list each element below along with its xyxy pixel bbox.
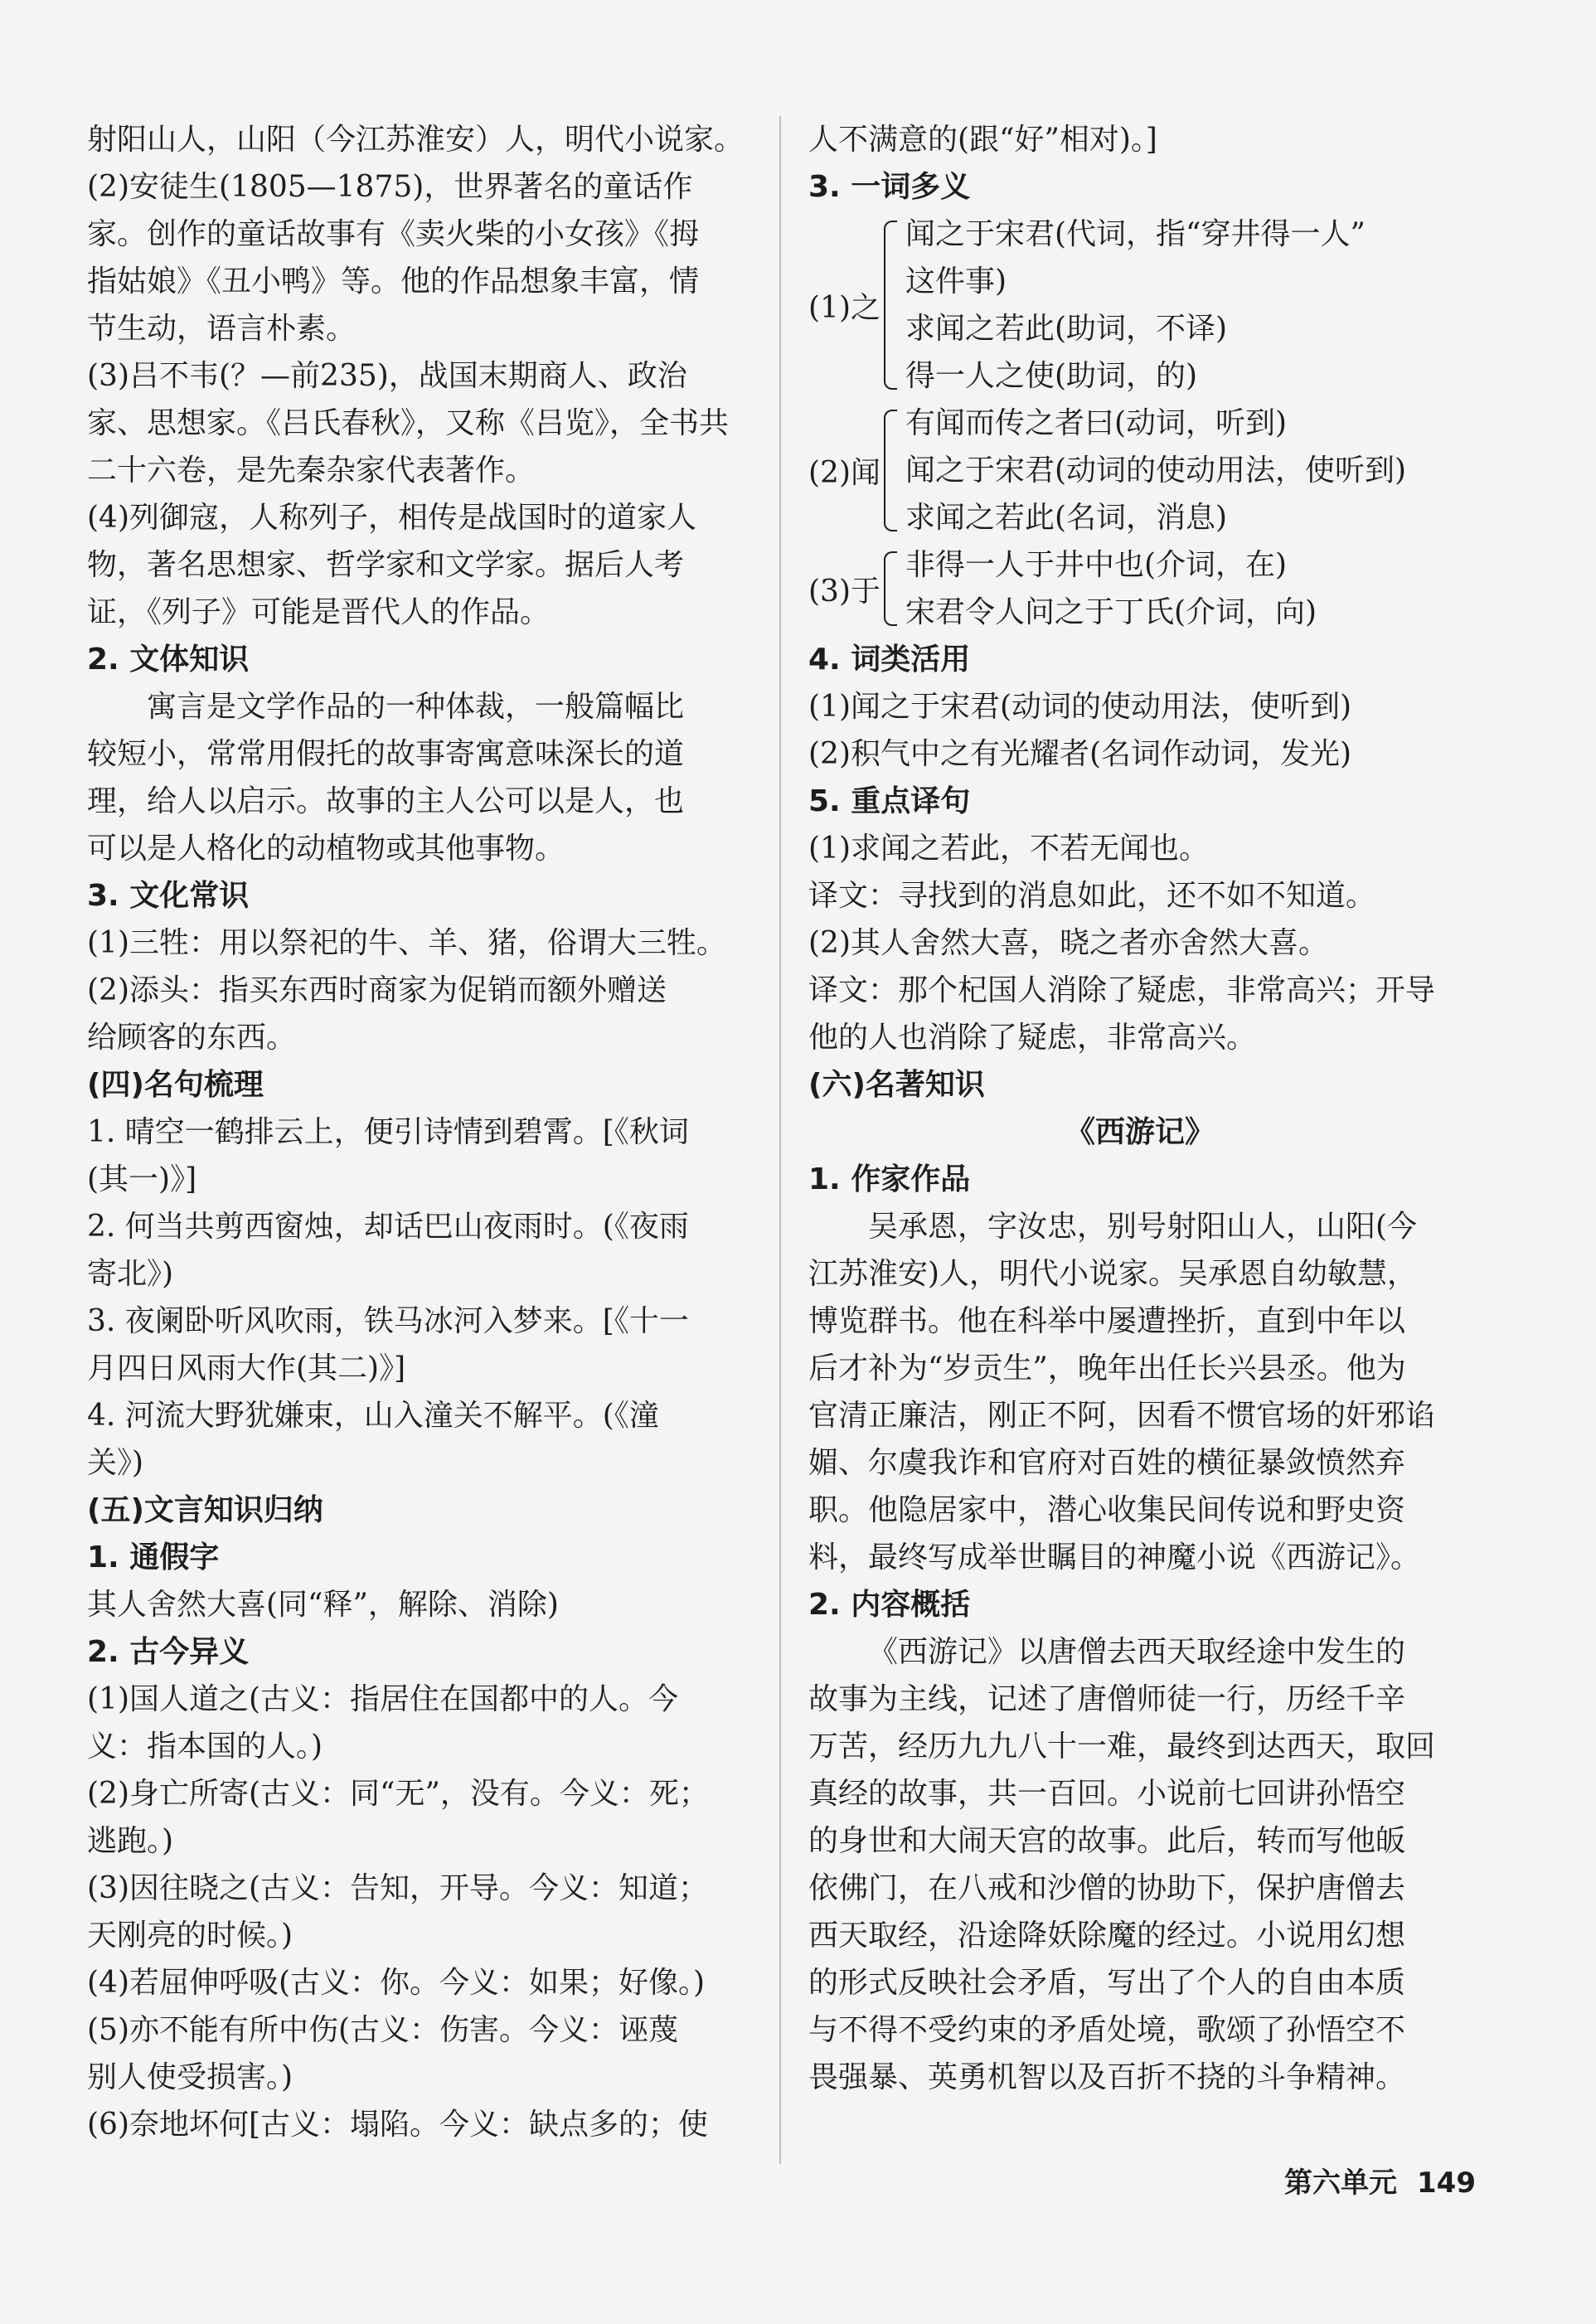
section-heading: (六)名著知识: [808, 1068, 985, 1102]
text-line: 官清正廉洁，刚正不阿，因看不惯官场的奸邪谄: [808, 1399, 1436, 1433]
text-line: 博览群书。他在科举中屡遭挫折，直到中年以: [808, 1304, 1406, 1338]
text-line: 后才补为“岁贡生”，晚年出任长兴县丞。他为: [808, 1351, 1406, 1385]
text-line: 别人使受损害。): [87, 2060, 293, 2094]
text-line: 料，最终写成举世瞩目的神魔小说《西游记》。: [808, 1540, 1421, 1574]
text-line: 万苦，经历九九八十一难，最终到达西天，取回: [808, 1730, 1436, 1764]
section-heading: 1. 通假字: [87, 1540, 220, 1574]
text-line: 畏强暴、英勇机智以及百折不挠的斗争精神。: [808, 2060, 1406, 2094]
polysemy-group-yu: [808, 541, 1472, 636]
group-label: (1)之: [808, 290, 880, 325]
polysemy-group-wen: [808, 400, 1472, 541]
text-line: 二十六卷，是先秦杂家代表著作。: [87, 454, 536, 488]
text-line: (4)若屈伸呼吸(古义：你。今义：如果；好像。): [87, 1966, 706, 2000]
text-line: 天刚亮的时候。): [87, 1919, 293, 1953]
page-footer: [1284, 2160, 1476, 2200]
text-line: 节生动，语言朴素。: [87, 312, 357, 346]
text-line: 物，著名思想家、哲学家和文学家。据后人考: [87, 548, 685, 582]
text-line: 人不满意的(跟“好”相对)。]: [808, 123, 1157, 157]
text-line: (6)奈地坏何[古义：塌陷。今义：缺点多的；使: [87, 2108, 709, 2142]
section-heading: 3. 文化常识: [87, 879, 250, 913]
group-label: (3)于: [808, 574, 880, 609]
text-line: 依佛门，在八戒和沙僧的协助下，保护唐僧去: [808, 1871, 1406, 1905]
text-line: 求闻之若此(名词，消息): [905, 501, 1228, 535]
text-line: (3)因往晓之(古义：告知，开导。今义：知道；: [87, 1871, 709, 1905]
section-heading: 1. 作家作品: [808, 1162, 971, 1196]
text-line: (1)求闻之若此，不若无闻也。: [808, 832, 1209, 866]
section-heading: (四)名句梳理: [87, 1068, 264, 1102]
text-line: 的形式反映社会矛盾，写出了个人的自由本质: [808, 1966, 1406, 2000]
text-line: 真经的故事，共一百回。小说前七回讲孙悟空: [808, 1777, 1406, 1811]
text-line: (2)其人舍然大喜，晓之者亦舍然大喜。: [808, 926, 1328, 960]
polysemy-group-zhi: [808, 211, 1472, 400]
text-line: (2)添头：指买东西时商家为促销而额外赠送: [87, 973, 667, 1007]
text-line: 这件事): [905, 264, 1007, 298]
text-line: 家、思想家。《吕氏春秋》，又称《吕览》，全书共: [87, 406, 730, 440]
text-line: 媚、尔虞我诈和官府对百姓的横征暴敛愤然弃: [808, 1446, 1406, 1480]
text-line: 宋君令人问之于丁氏(介词，向): [905, 595, 1317, 629]
text-line: 《西游记》以唐僧去西天取经途中发生的: [868, 1635, 1406, 1669]
text-line: 闻之于宋君(代词，指“穿井得一人”: [905, 217, 1366, 251]
brace-icon: [884, 551, 897, 626]
text-line: 证，《列子》可能是晋代人的作品。: [87, 595, 551, 629]
text-line: 寓言是文学作品的一种体裁，一般篇幅比: [147, 690, 685, 724]
section-heading: 3. 一词多义: [808, 170, 971, 204]
text-line: (1)三牲：用以祭祀的牛、羊、猪，俗谓大三牲。: [87, 926, 726, 960]
text-line: 有闻而传之者曰(动词，听到): [905, 406, 1288, 440]
section-heading: (五)文言知识归纳: [87, 1493, 323, 1527]
brace-icon: [884, 221, 897, 390]
text-line: (3)吕不韦(？—前235)，战国末期商人、政治: [87, 359, 687, 393]
text-line: 非得一人于井中也(介词，在): [905, 548, 1288, 582]
text-line: (1)国人道之(古义：指居住在国都中的人。今: [87, 1682, 679, 1716]
left-column: [87, 116, 750, 2148]
text-line: 较短小，常常用假托的故事寄寓意味深长的道: [87, 737, 685, 771]
unit-label: 第六单元: [1284, 2166, 1398, 2200]
text-line: (其一)》]: [87, 1162, 197, 1196]
text-line: 月四日风雨大作(其二)》]: [87, 1351, 406, 1385]
section-heading: 4. 词类活用: [808, 643, 971, 677]
translation-line: 译文：那个杞国人消除了疑虑，非常高兴；开导: [808, 973, 1436, 1007]
text-line: 逃跑。): [87, 1824, 174, 1858]
text-line: 其人舍然大喜(同“释”，解除、消除): [87, 1588, 559, 1622]
text-line: 故事为主线，记述了唐僧师徒一行，历经千辛: [808, 1682, 1406, 1716]
text-line: 吴承恩，字汝忠，别号射阳山人，山阳(今: [868, 1210, 1418, 1244]
brace-icon: [884, 410, 897, 531]
text-line: 的身世和大闹天宫的故事。此后，转而写他皈: [808, 1824, 1406, 1858]
text-line: 家。创作的童话故事有《卖火柴的小女孩》《拇: [87, 217, 700, 251]
section-heading: 2. 文体知识: [87, 643, 250, 677]
section-heading: 2. 古今异义: [87, 1635, 250, 1669]
text-line: 闻之于宋君(动词的使动用法，使听到): [905, 454, 1407, 488]
group-items: [905, 541, 1472, 636]
text-line: 2. 何当共剪西窗烛，却话巴山夜雨时。(《夜雨: [87, 1210, 689, 1244]
translation-line: 他的人也消除了疑虑，非常高兴。: [808, 1021, 1257, 1055]
text-line: 指姑娘》《丑小鸭》等。他的作品想象丰富，情: [87, 264, 700, 298]
text-line: 西天取经，沿途降妖除魔的经过。小说用幻想: [808, 1919, 1406, 1953]
text-line: 江苏淮安)人，明代小说家。吴承恩自幼敏慧，: [808, 1257, 1418, 1291]
text-line: 与不得不受约束的矛盾处境，歌颂了孙悟空不: [808, 2013, 1406, 2047]
text-line: (2)身亡所寄(古义：同“无”，没有。今义：死；: [87, 1777, 709, 1811]
text-line: 关》): [87, 1446, 144, 1480]
text-line: 1. 晴空一鹤排云上，便引诗情到碧霄。[《秋词: [87, 1115, 689, 1149]
text-line: 理，给人以启示。故事的主人公可以是人，也: [87, 784, 685, 818]
text-line: 义：指本国的人。): [87, 1730, 323, 1764]
section-heading: 5. 重点译句: [808, 784, 971, 818]
text-line: 职。他隐居家中，潜心收集民间传说和野史资: [808, 1493, 1406, 1527]
group-items: [905, 400, 1472, 541]
column-divider: [779, 116, 781, 2164]
text-line: 求闻之若此(助词，不译): [905, 312, 1228, 346]
group-items: [905, 211, 1472, 400]
text-line: 3. 夜阑卧听风吹雨，铁马冰河入梦来。[《十一: [87, 1304, 689, 1338]
section-heading: 2. 内容概括: [808, 1588, 971, 1622]
text-line: (2)安徒生(1805—1875)，世界著名的童话作: [87, 170, 693, 204]
text-line: (2)积气中之有光耀者(名词作动词，发光): [808, 737, 1352, 771]
translation-line: 译文：寻找到的消息如此，还不如不知道。: [808, 879, 1376, 913]
group-label: (2)闻: [808, 456, 880, 490]
text-line: 射阳山人，山阳（今江苏淮安）人，明代小说家。: [87, 123, 745, 157]
text-line: 得一人之使(助词，的): [905, 359, 1198, 393]
text-line: 可以是人格化的动植物或其他事物。: [87, 832, 565, 866]
text-line: (5)亦不能有所中伤(古义：伤害。今义：诬蔑: [87, 2013, 679, 2047]
text-line: 寄北》): [87, 1257, 174, 1291]
page-number: 149: [1417, 2166, 1476, 2200]
book-title: 《西游记》: [1065, 1114, 1215, 1149]
right-column: [808, 116, 1472, 2101]
text-line: 给顾客的东西。: [87, 1021, 297, 1055]
text-line: (1)闻之于宋君(动词的使动用法，使听到): [808, 690, 1352, 724]
text-line: (4)列御寇，人称列子，相传是战国时的道家人: [87, 501, 696, 535]
text-line: 4. 河流大野犹嫌束，山入潼关不解平。(《潼: [87, 1399, 659, 1433]
